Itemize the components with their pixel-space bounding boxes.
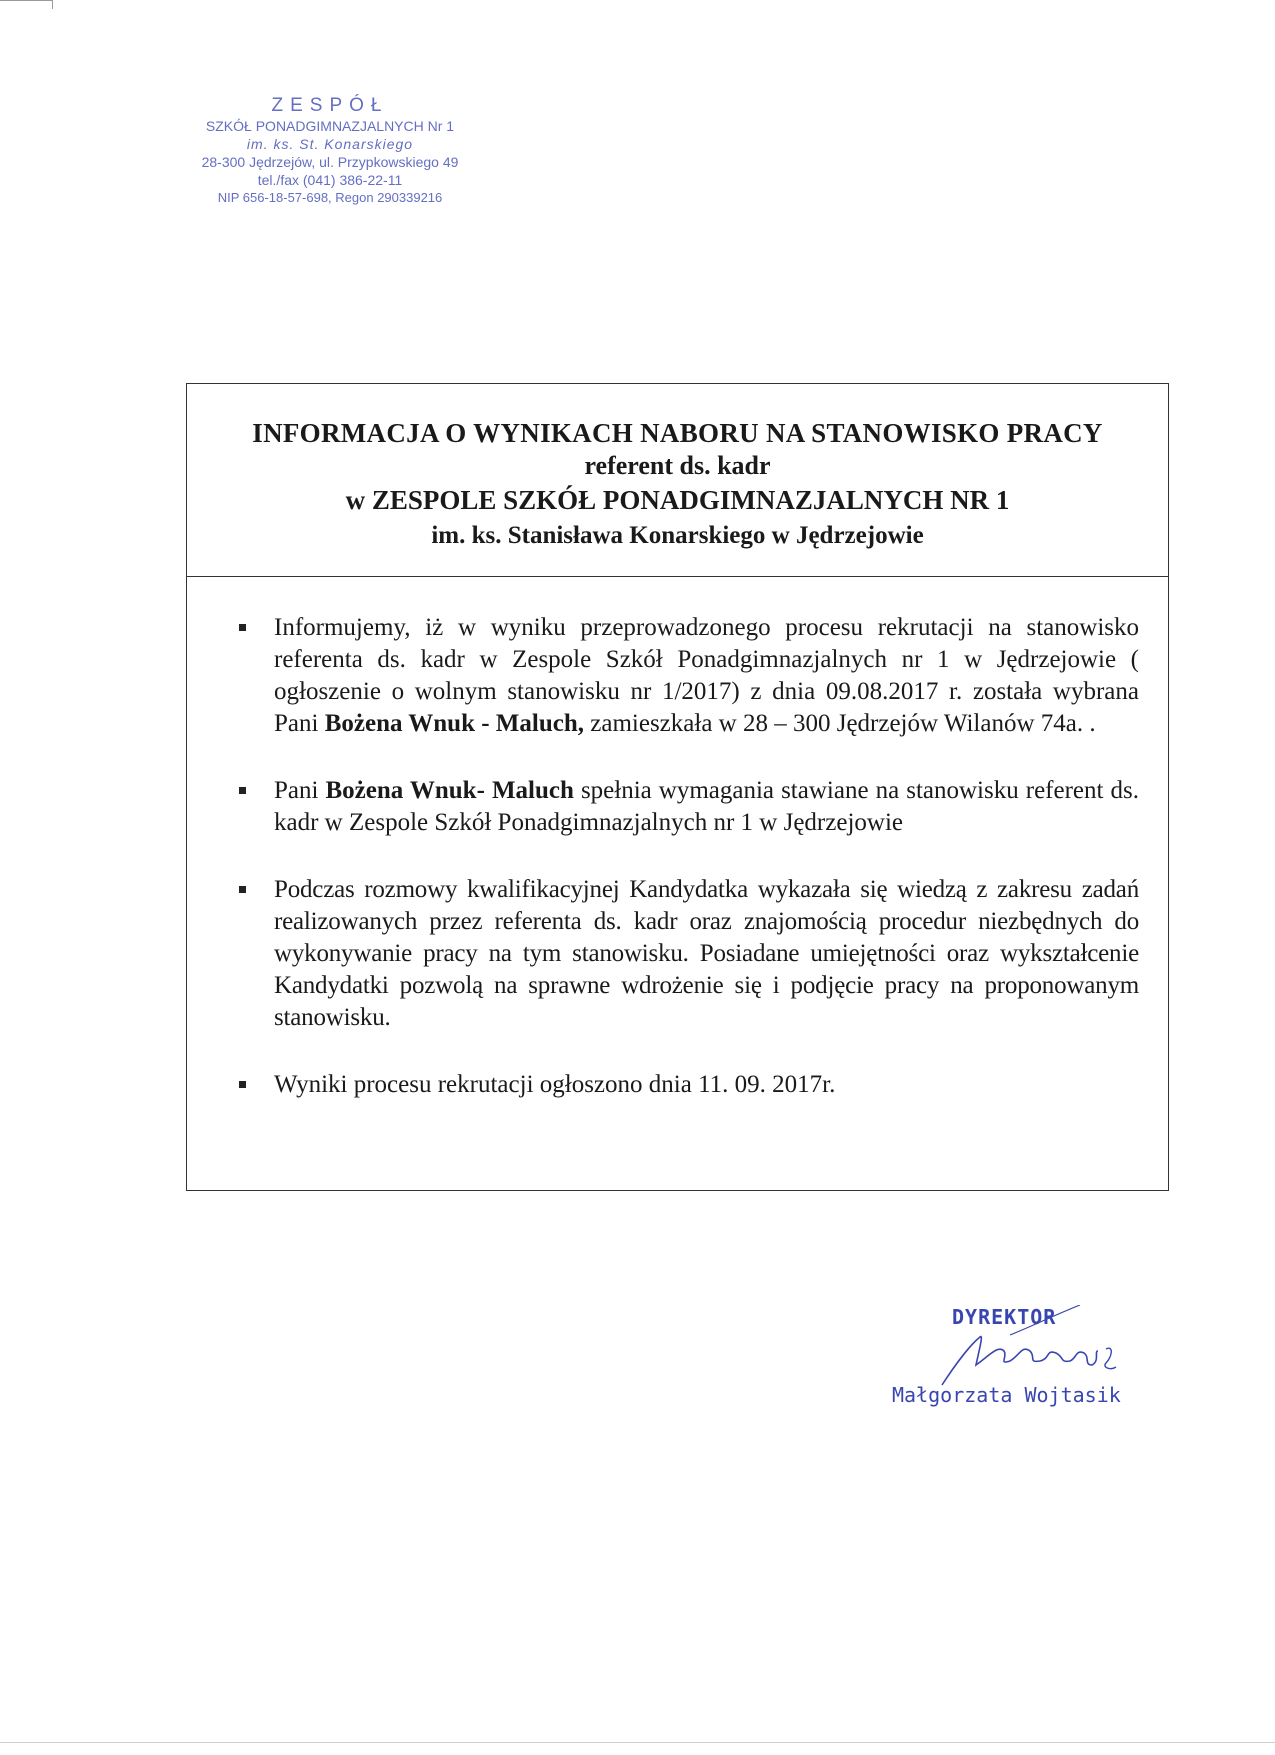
bullet-requirements-text: spełnia wymagania stawiane na stanowisku referent ds. kadr w Zespole Szkół Ponadgimnazjalnych nr 1 w Jędrzejowie [274,777,1139,836]
bullet-interview-text: Podczas rozmowy kwalifikacyjnej Kandydatka wykazała się wiedzą z zakresu zadań realizowanych przez referenta ds. kadr oraz znajomością procedur niezbędnych do wykonywanie pracy na tym stanowisku. Posiadane umiejętności oraz wykształcenie Kandydatki pozwolą na sprawne wdrożenie się i podjęcie pracy na proponowanym stanowisku. [274,876,1139,1031]
candidate-name-2: Bożena Wnuk- Maluch [325,777,574,804]
candidate-name: Bożena Wnuk - Maluch, [324,710,585,737]
stamp-line-patron: im. ks. St. Konarskiego [246,136,414,152]
bullet-selection-text: Informujemy, iż w wyniku przeprowadzonego procesu rekrutacji na stanowisko referenta ds. kadr w Zespole Szkół Ponadgimnazjalnych nr 1 w Jędrzejowie ( ogłoszenie o wolnym stanowisku nr 1/2017) z dnia 09.08.2017 r. została wybrana Pani [274,614,1139,737]
scan-corner-mark [0,0,53,9]
announcement-frame [186,383,1169,1191]
bullet-interview [239,874,1139,1034]
bullet-results-text: Wyniki procesu rekrutacji ogłoszono dnia 11. 09. 2017r. [274,1071,836,1098]
announcement-body [239,612,1139,1136]
signature-role: DYREKTOR [952,1305,1057,1329]
square-bullet-icon [239,624,246,631]
announcement-position: referent ds. kadr [584,451,771,480]
announcement-title: INFORMACJA O WYNIKACH NABORU NA STANOWISKO PRACY [252,418,1103,448]
square-bullet-icon [239,886,246,893]
stamp-line-address: 28-300 Jędrzejów, ul. Przypkowskiego 49 [201,154,459,170]
bullet-selection [239,612,1139,740]
bullet-results-date [239,1069,1139,1101]
square-bullet-icon [239,787,246,794]
signature-name: Małgorzata Wojtasik [892,1383,1121,1407]
bullet-requirements [239,775,1139,839]
candidate-address: zamieszkała w 28 – 300 Jędrzejów Wilanów 74a. . [590,710,1096,737]
announcement-header [187,384,1168,577]
announcement-patron: im. ks. Stanisława Konarskiego w Jędrzejowie [431,522,924,549]
bullet-requirements-prefix: Pani [274,777,319,804]
scan-bottom-edge [0,1742,1275,1743]
school-stamp [150,95,510,207]
stamp-heading: ZESPÓŁ [271,95,389,116]
stamp-line-phone: tel./fax (041) 386-22-11 [257,172,403,188]
square-bullet-icon [239,1081,246,1088]
stamp-line-school: SZKÓŁ PONADGIMNAZJALNYCH Nr 1 [205,118,455,134]
stamp-line-nip: NIP 656-18-57-698, Regon 290339216 [217,190,443,205]
announcement-institution: w ZESPOLE SZKÓŁ PONADGIMNAZJALNYCH NR 1 [345,485,1010,515]
